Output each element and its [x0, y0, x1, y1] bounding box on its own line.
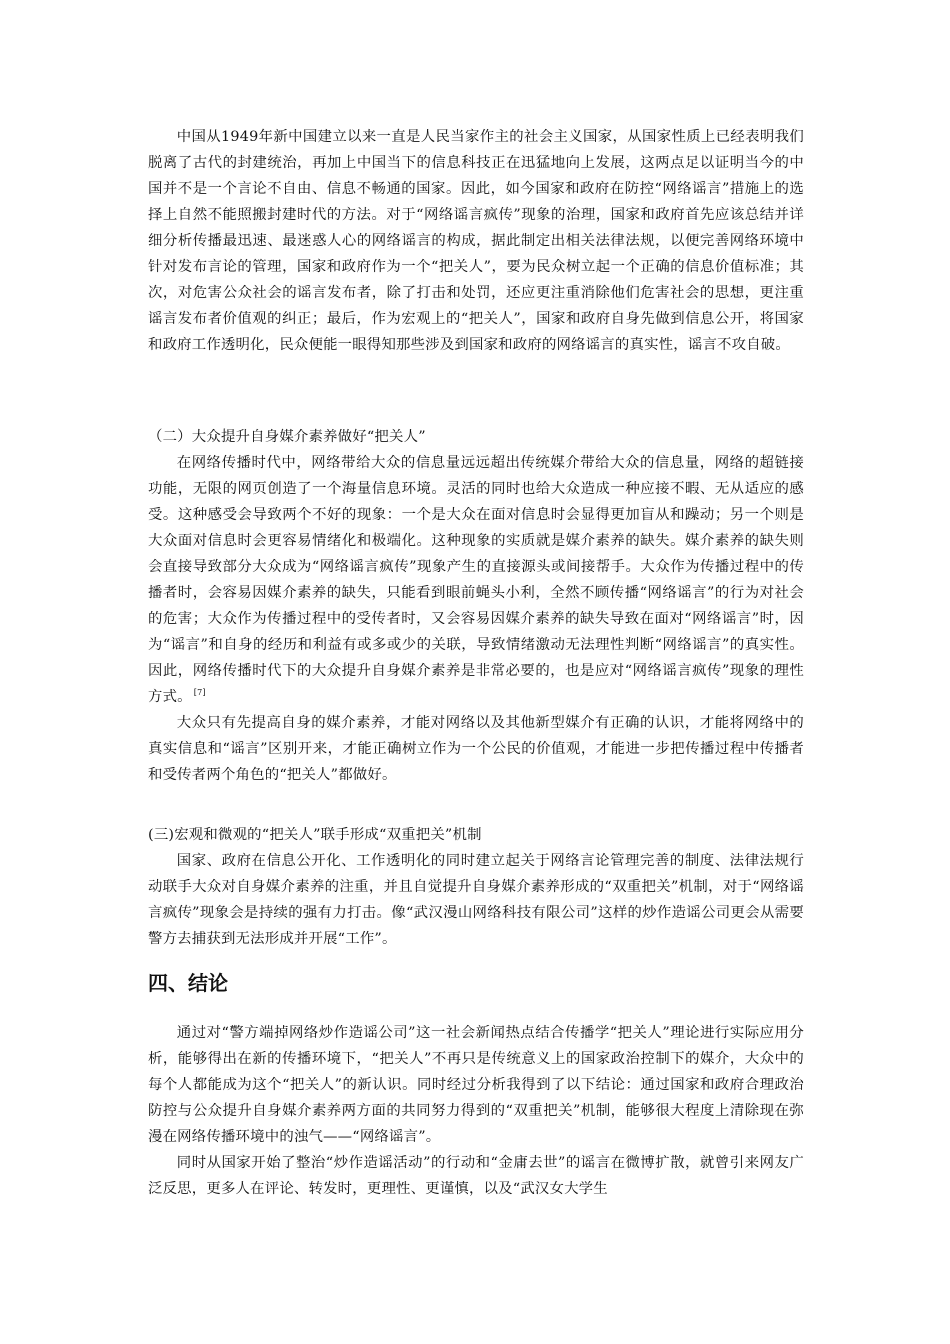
section-block-1 [148, 124, 804, 358]
subsection-heading: （二）大众提升自身媒介素养做好“把关人” [148, 429, 426, 445]
body-paragraph: 通过对“警方端掉网络炒作造谣公司”这一社会新闻热点结合传播学“把关人”理论进行实际应用分析，能够得出在新的传播环境下，“把关人”不再只是传统意义上的国家政治控制下的媒介，大众中的每个人都能成为这个“把关人”的新认识。同时经过分析我得到了以下结论：通过国家和政府合理政治防控与公众提升自身媒介素养两方面的共同努力得到的“双重把关”机制，能够很大程度上清除现在弥漫在网络传播环境中的浊气——“网络谣言”。 [148, 1025, 804, 1145]
body-paragraph: 大众只有先提高自身的媒介素养，才能对网络以及其他新型媒介有正确的认识，才能将网络中的真实信息和“谣言”区别开来，才能正确树立作为一个公民的价值观，才能进一步把传播过程中传播者和受传者两个角色的“把关人”都做好。 [148, 715, 804, 783]
body-paragraph: 中国从1949年新中国建立以来一直是人民当家作主的社会主义国家，从国家性质上已经表明我们脱离了古代的封建统治，再加上中国当下的信息科技正在迅猛地向上发展，这两点足以证明当今的中国并不是一个言论不自由、信息不畅通的国家。因此，如今国家和政府在防控“网络谣言”措施上的选择上自然不能照搬封建时代的方法。对于“网络谣言疯传”现象的治理，国家和政府首先应该总结并详细分析传播最迅速、最迷惑人心的网络谣言的构成，据此制定出相关法律法规，以便完善网络环境中针对发布言论的管理，国家和政府作为一个“把关人”，要为民众树立起一个正确的信息价值标准；其次，对危害公众社会的谣言发布者，除了打击和处罚，还应更注重消除他们危害社会的思想，更注重谣言发布者价值观的纠正；最后，作为宏观上的“把关人”，国家和政府自身先做到信息公开，将国家和政府工作透明化，民众便能一眼得知那些涉及到国家和政府的网络谣言的真实性，谣言不攻自破。 [148, 129, 804, 353]
paragraph-text: 在网络传播时代中，网络带给大众的信息量远远超出传统媒介带给大众的信息量，网络的超链接功能，无限的网页创造了一个海量信息环境。灵活的同时也给大众造成一种应接不暇、无从适应的感受。这种感受会导致两个不好的现象：一个是大众在面对信息时会显得更加盲从和躁动；另一个则是大众面对信息时会更容易情绪化和极端化。这种现象的实质就是媒介素养的缺失。媒介素养的缺失则会直接导致部分大众成为“网络谣言疯传”现象产生的直接源头或间接帮手。大众作为传播过程中的传播者时，会容易因媒介素养的缺失，只能看到眼前蝇头小利，全然不顾传播“网络谣言”的行为对社会的危害；大众作为传播过程中的受传者时，又会容易因媒介素养的缺失导致在面对“网络谣言”时，因为“谣言”和自身的经历和利益有或多或少的关联，导致情绪激动无法理性判断“网络谣言”的真实性。因此，网络传播时代下的大众提升自身媒介素养是非常必要的，也是应对“网络谣言疯传”现象的理性方式。 [148, 455, 804, 705]
section-heading: 四、结论 [148, 971, 228, 995]
section-block-2 [148, 424, 804, 788]
body-paragraph [148, 450, 804, 710]
citation-marker: [7] [193, 688, 206, 698]
section-block-3 [148, 822, 804, 952]
body-paragraph: 同时从国家开始了整治“炒作造谣活动”的行动和“金庸去世”的谣言在微博扩散，就曾引来网友广泛反思，更多人在评论、转发时，更理性、更谨慎，以及“武汉女大学生 [148, 1155, 804, 1197]
subsection-heading: (三)宏观和微观的“把关人”联手形成“双重把关”机制 [148, 827, 482, 843]
body-paragraph: 国家、政府在信息公开化、工作透明化的同时建立起关于网络言论管理完善的制度、法律法规行动联手大众对自身媒介素养的注重，并且自觉提升自身媒介素养形成的“双重把关”机制，对于“网络谣言疯传”现象会是持续的强有力打击。像“武汉漫山网络科技有限公司”这样的炒作造谣公司更会从需要警方去捕获到无法形成并开展“工作”。 [148, 853, 804, 947]
section-block-4 [148, 1020, 804, 1202]
